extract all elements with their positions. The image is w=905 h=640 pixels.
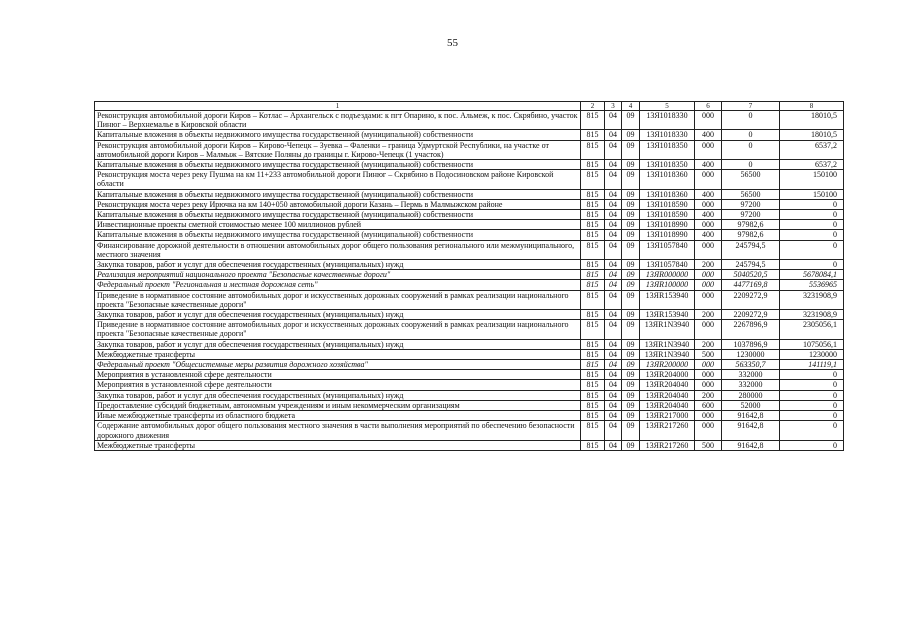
row-amount-cell: 91642,8 — [722, 440, 780, 450]
row-code-cell: 200 — [695, 339, 722, 349]
row-code-cell: 04 — [605, 280, 622, 290]
row-code-cell: 04 — [605, 421, 622, 440]
table-row — [95, 140, 844, 159]
row-code-cell: 09 — [622, 421, 640, 440]
row-name-cell: Капитальные вложения в объекты недвижимого имущества государственной (муниципальной) собственности — [95, 210, 581, 220]
row-code-cell: 09 — [622, 280, 640, 290]
row-amount-cell: 0 — [780, 400, 844, 410]
row-code-cell: 04 — [605, 130, 622, 140]
table-row — [95, 440, 844, 450]
row-code-cell: 400 — [695, 160, 722, 170]
row-code-cell: 04 — [605, 111, 622, 130]
row-code-cell: 09 — [622, 339, 640, 349]
table-row — [95, 210, 844, 220]
row-name-cell: Капитальные вложения в объекты недвижимого имущества государственной (муниципальной) собственности — [95, 189, 581, 199]
row-amount-cell: 0 — [780, 210, 844, 220]
row-code-cell: 13Я1018330 — [640, 111, 695, 130]
row-code-cell: 500 — [695, 440, 722, 450]
row-code-cell: 13ЯR1N3940 — [640, 349, 695, 359]
row-code-cell: 600 — [695, 400, 722, 410]
row-code-cell: 815 — [581, 199, 605, 209]
row-code-cell: 09 — [622, 349, 640, 359]
row-code-cell: 09 — [622, 310, 640, 320]
row-code-cell: 13Я1018590 — [640, 210, 695, 220]
row-code-cell: 04 — [605, 380, 622, 390]
row-amount-cell: 563350,7 — [722, 360, 780, 370]
row-amount-cell: 3231908,9 — [780, 290, 844, 309]
row-amount-cell: 18010,5 — [780, 130, 844, 140]
table-row — [95, 290, 844, 309]
row-code-cell: 815 — [581, 339, 605, 349]
table-body — [95, 111, 844, 451]
row-code-cell: 000 — [695, 320, 722, 339]
row-code-cell: 815 — [581, 360, 605, 370]
row-code-cell: 815 — [581, 270, 605, 280]
row-amount-cell: 0 — [780, 260, 844, 270]
row-code-cell: 815 — [581, 240, 605, 259]
row-name-cell: Реконструкция моста через реку Ирючка на км 140+050 автомобильной дороги Казань – Пермь в Малмыжском районе — [95, 199, 581, 209]
row-code-cell: 815 — [581, 210, 605, 220]
row-code-cell: 04 — [605, 140, 622, 159]
row-code-cell: 815 — [581, 140, 605, 159]
row-code-cell: 09 — [622, 130, 640, 140]
table-row — [95, 199, 844, 209]
row-amount-cell: 150100 — [780, 170, 844, 189]
row-code-cell: 200 — [695, 310, 722, 320]
table-row — [95, 411, 844, 421]
table-row — [95, 240, 844, 259]
row-name-cell: Закупка товаров, работ и услуг для обеспечения государственных (муниципальных) нужд — [95, 310, 581, 320]
row-code-cell: 000 — [695, 240, 722, 259]
row-amount-cell: 52000 — [722, 400, 780, 410]
row-code-cell: 13Я1018350 — [640, 160, 695, 170]
row-code-cell: 000 — [695, 199, 722, 209]
column-header: 2 — [581, 102, 605, 111]
row-code-cell: 04 — [605, 210, 622, 220]
row-name-cell: Федеральный проект "Общесистемные меры развития дорожного хозяйства" — [95, 360, 581, 370]
row-code-cell: 09 — [622, 260, 640, 270]
row-code-cell: 000 — [695, 140, 722, 159]
row-code-cell: 13ЯR1N3940 — [640, 339, 695, 349]
row-name-cell: Иные межбюджетные трансферты из областного бюджета — [95, 411, 581, 421]
row-code-cell: 13ЯR200000 — [640, 360, 695, 370]
row-code-cell: 09 — [622, 380, 640, 390]
table-row — [95, 280, 844, 290]
row-name-cell: Реконструкция моста через реку Пушма на км 11+233 автомобильной дороги Пинюг – Скрябино в Подосиновском районе Кировской области — [95, 170, 581, 189]
budget-table — [94, 101, 844, 451]
row-code-cell: 13ЯR204040 — [640, 390, 695, 400]
row-amount-cell: 2305056,1 — [780, 320, 844, 339]
row-amount-cell: 0 — [722, 111, 780, 130]
row-name-cell: Закупка товаров, работ и услуг для обеспечения государственных (муниципальных) нужд — [95, 260, 581, 270]
table-row — [95, 390, 844, 400]
row-amount-cell: 6537,2 — [780, 140, 844, 159]
row-name-cell: Финансирование дорожной деятельности в отношении автомобильных дорог общего пользования регионального или межмуниципального, местного значения — [95, 240, 581, 259]
row-code-cell: 200 — [695, 390, 722, 400]
table-header-row — [95, 102, 844, 111]
row-code-cell: 815 — [581, 170, 605, 189]
row-amount-cell: 0 — [780, 390, 844, 400]
row-amount-cell: 280000 — [722, 390, 780, 400]
row-code-cell: 815 — [581, 189, 605, 199]
row-name-cell: Закупка товаров, работ и услуг для обеспечения государственных (муниципальных) нужд — [95, 339, 581, 349]
row-amount-cell: 2209272,9 — [722, 290, 780, 309]
row-code-cell: 815 — [581, 421, 605, 440]
row-amount-cell: 5678084,1 — [780, 270, 844, 280]
row-code-cell: 400 — [695, 189, 722, 199]
row-code-cell: 09 — [622, 160, 640, 170]
row-amount-cell: 0 — [780, 240, 844, 259]
row-code-cell: 04 — [605, 320, 622, 339]
row-name-cell: Межбюджетные трансферты — [95, 349, 581, 359]
row-amount-cell: 1230000 — [780, 349, 844, 359]
row-code-cell: 04 — [605, 230, 622, 240]
table-row — [95, 370, 844, 380]
row-amount-cell: 2209272,9 — [722, 310, 780, 320]
row-code-cell: 13Я1018360 — [640, 170, 695, 189]
row-name-cell: Содержание автомобильных дорог общего пользования местного значения в части выполнения мероприятий по обеспечению безопасности дорожного движения — [95, 421, 581, 440]
row-code-cell: 815 — [581, 349, 605, 359]
row-amount-cell: 6537,2 — [780, 160, 844, 170]
table-row — [95, 320, 844, 339]
row-code-cell: 09 — [622, 411, 640, 421]
row-code-cell: 13Я1018990 — [640, 220, 695, 230]
row-amount-cell: 150100 — [780, 189, 844, 199]
row-code-cell: 04 — [605, 199, 622, 209]
row-name-cell: Мероприятия в установленной сфере деятельности — [95, 370, 581, 380]
column-header: 5 — [640, 102, 695, 111]
row-code-cell: 815 — [581, 260, 605, 270]
row-code-cell: 815 — [581, 230, 605, 240]
row-code-cell: 04 — [605, 390, 622, 400]
row-code-cell: 04 — [605, 400, 622, 410]
row-amount-cell: 5040520,5 — [722, 270, 780, 280]
row-code-cell: 09 — [622, 440, 640, 450]
column-header: 8 — [780, 102, 844, 111]
row-code-cell: 000 — [695, 170, 722, 189]
row-code-cell: 815 — [581, 290, 605, 309]
row-code-cell: 13Я1057840 — [640, 260, 695, 270]
row-code-cell: 13Я1018350 — [640, 140, 695, 159]
row-code-cell: 09 — [622, 189, 640, 199]
row-name-cell: Капитальные вложения в объекты недвижимого имущества государственной (муниципальной) собственности — [95, 160, 581, 170]
row-code-cell: 09 — [622, 220, 640, 230]
row-code-cell: 13ЯR100000 — [640, 280, 695, 290]
row-name-cell: Межбюджетные трансферты — [95, 440, 581, 450]
row-name-cell: Капитальные вложения в объекты недвижимого имущества государственной (муниципальной) собственности — [95, 230, 581, 240]
table-row — [95, 349, 844, 359]
row-name-cell: Приведение в нормативное состояние автомобильных дорог и искусственных дорожных сооружений в рамках реализации национального проекта "Безопасные качественные дороги" — [95, 320, 581, 339]
row-code-cell: 09 — [622, 210, 640, 220]
row-code-cell: 400 — [695, 210, 722, 220]
row-code-cell: 815 — [581, 130, 605, 140]
row-code-cell: 815 — [581, 220, 605, 230]
row-code-cell: 04 — [605, 339, 622, 349]
row-name-cell: Реконструкция автомобильной дороги Киров – Котлас – Архангельск с подъездами: к пгт Опарино, к пос. Альмеж, к пос. Скрябино, участок Пинюг – Верхнемалье в Кировской области — [95, 111, 581, 130]
row-code-cell: 13ЯR1N3940 — [640, 320, 695, 339]
row-code-cell: 815 — [581, 160, 605, 170]
row-code-cell: 000 — [695, 290, 722, 309]
table-row — [95, 160, 844, 170]
row-amount-cell: 0 — [780, 440, 844, 450]
row-code-cell: 000 — [695, 220, 722, 230]
row-amount-cell: 245794,5 — [722, 240, 780, 259]
row-code-cell: 09 — [622, 400, 640, 410]
row-code-cell: 09 — [622, 320, 640, 339]
row-amount-cell: 56500 — [722, 189, 780, 199]
table-row — [95, 130, 844, 140]
row-code-cell: 000 — [695, 380, 722, 390]
row-code-cell: 09 — [622, 360, 640, 370]
row-amount-cell: 0 — [780, 230, 844, 240]
row-code-cell: 04 — [605, 440, 622, 450]
row-code-cell: 13Я1018590 — [640, 199, 695, 209]
row-code-cell: 09 — [622, 370, 640, 380]
row-amount-cell: 97982,6 — [722, 220, 780, 230]
row-amount-cell: 91642,8 — [722, 421, 780, 440]
table-row — [95, 360, 844, 370]
row-code-cell: 000 — [695, 370, 722, 380]
row-code-cell: 04 — [605, 270, 622, 280]
row-amount-cell: 0 — [722, 140, 780, 159]
row-code-cell: 815 — [581, 440, 605, 450]
row-code-cell: 500 — [695, 349, 722, 359]
row-code-cell: 200 — [695, 260, 722, 270]
row-amount-cell: 0 — [780, 370, 844, 380]
row-code-cell: 04 — [605, 349, 622, 359]
table-row — [95, 421, 844, 440]
row-code-cell: 09 — [622, 390, 640, 400]
row-code-cell: 815 — [581, 400, 605, 410]
row-code-cell: 04 — [605, 411, 622, 421]
row-code-cell: 04 — [605, 170, 622, 189]
row-code-cell: 000 — [695, 270, 722, 280]
row-code-cell: 13ЯR204040 — [640, 400, 695, 410]
row-amount-cell: 91642,8 — [722, 411, 780, 421]
row-code-cell: 04 — [605, 160, 622, 170]
row-amount-cell: 141119,1 — [780, 360, 844, 370]
row-code-cell: 815 — [581, 380, 605, 390]
row-code-cell: 13ЯR204000 — [640, 370, 695, 380]
row-code-cell: 04 — [605, 310, 622, 320]
row-code-cell: 000 — [695, 280, 722, 290]
row-code-cell: 09 — [622, 140, 640, 159]
row-name-cell: Мероприятия в установленной сфере деятельности — [95, 380, 581, 390]
row-code-cell: 09 — [622, 199, 640, 209]
row-code-cell: 04 — [605, 260, 622, 270]
row-code-cell: 09 — [622, 240, 640, 259]
row-code-cell: 04 — [605, 290, 622, 309]
table-row — [95, 170, 844, 189]
column-header: 7 — [722, 102, 780, 111]
row-code-cell: 815 — [581, 320, 605, 339]
table-row — [95, 380, 844, 390]
table-row — [95, 189, 844, 199]
row-amount-cell: 0 — [780, 220, 844, 230]
row-code-cell: 13ЯR153940 — [640, 290, 695, 309]
row-name-cell: Закупка товаров, работ и услуг для обеспечения государственных (муниципальных) нужд — [95, 390, 581, 400]
table-row — [95, 220, 844, 230]
row-amount-cell: 1230000 — [722, 349, 780, 359]
row-amount-cell: 3231908,9 — [780, 310, 844, 320]
row-code-cell: 000 — [695, 360, 722, 370]
row-amount-cell: 97982,6 — [722, 230, 780, 240]
row-amount-cell: 0 — [780, 199, 844, 209]
page-number: 55 — [447, 37, 458, 49]
row-amount-cell: 332000 — [722, 380, 780, 390]
row-code-cell: 815 — [581, 310, 605, 320]
row-code-cell: 13Я1018330 — [640, 130, 695, 140]
row-code-cell: 815 — [581, 111, 605, 130]
row-amount-cell: 4477169,8 — [722, 280, 780, 290]
row-code-cell: 09 — [622, 170, 640, 189]
row-code-cell: 000 — [695, 411, 722, 421]
row-name-cell: Капитальные вложения в объекты недвижимого имущества государственной (муниципальной) собственности — [95, 130, 581, 140]
row-code-cell: 09 — [622, 290, 640, 309]
row-amount-cell: 1075056,1 — [780, 339, 844, 349]
table-row — [95, 400, 844, 410]
row-code-cell: 13ЯR217260 — [640, 421, 695, 440]
row-code-cell: 04 — [605, 220, 622, 230]
row-amount-cell: 0 — [722, 130, 780, 140]
row-code-cell: 000 — [695, 111, 722, 130]
row-amount-cell: 97200 — [722, 199, 780, 209]
table-row — [95, 310, 844, 320]
row-code-cell: 09 — [622, 111, 640, 130]
row-name-cell: Федеральный проект "Региональная и местная дорожная сеть" — [95, 280, 581, 290]
row-amount-cell: 0 — [780, 380, 844, 390]
column-header: 3 — [605, 102, 622, 111]
row-code-cell: 400 — [695, 230, 722, 240]
row-code-cell: 13Я1018360 — [640, 189, 695, 199]
row-name-cell: Реконструкция автомобильной дороги Киров – Кирово-Чепецк – Зуевка – Фаленки – граница Удмуртской Республики, на участке от автомобильной дороги Киров – Малмыж – Вятские Поляны до границы г. Кирово-Чепецк (1 участок) — [95, 140, 581, 159]
row-name-cell: Инвестиционные проекты сметной стоимостью менее 100 миллионов рублей — [95, 220, 581, 230]
row-code-cell: 815 — [581, 280, 605, 290]
table-row — [95, 111, 844, 130]
row-code-cell: 815 — [581, 370, 605, 380]
row-amount-cell: 18010,5 — [780, 111, 844, 130]
row-amount-cell: 245794,5 — [722, 260, 780, 270]
row-code-cell: 000 — [695, 421, 722, 440]
row-amount-cell: 0 — [722, 160, 780, 170]
row-name-cell: Приведение в нормативное состояние автомобильных дорог и искусственных дорожных сооружений в рамках реализации национального проекта "Безопасные качественные дороги" — [95, 290, 581, 309]
row-amount-cell: 0 — [780, 421, 844, 440]
table-row — [95, 230, 844, 240]
column-header: 1 — [95, 102, 581, 111]
row-code-cell: 09 — [622, 230, 640, 240]
row-code-cell: 13ЯR217000 — [640, 411, 695, 421]
row-amount-cell: 5536965 — [780, 280, 844, 290]
row-amount-cell: 2267896,9 — [722, 320, 780, 339]
row-name-cell: Предоставление субсидий бюджетным, автономным учреждениям и иным некоммерческим организациям — [95, 400, 581, 410]
row-amount-cell: 56500 — [722, 170, 780, 189]
row-name-cell: Реализация мероприятий национального проекта "Безопасные качественные дороги" — [95, 270, 581, 280]
table-row — [95, 260, 844, 270]
table-row — [95, 270, 844, 280]
column-header: 4 — [622, 102, 640, 111]
row-code-cell: 815 — [581, 411, 605, 421]
row-code-cell: 13ЯR204040 — [640, 380, 695, 390]
row-amount-cell: 1037896,9 — [722, 339, 780, 349]
column-header: 6 — [695, 102, 722, 111]
row-code-cell: 13ЯR000000 — [640, 270, 695, 280]
row-code-cell: 13Я1057840 — [640, 240, 695, 259]
row-code-cell: 815 — [581, 390, 605, 400]
row-code-cell: 13ЯR153940 — [640, 310, 695, 320]
row-code-cell: 13Я1018990 — [640, 230, 695, 240]
row-amount-cell: 332000 — [722, 370, 780, 380]
row-code-cell: 09 — [622, 270, 640, 280]
row-code-cell: 04 — [605, 360, 622, 370]
row-code-cell: 04 — [605, 370, 622, 380]
table-row — [95, 339, 844, 349]
row-code-cell: 400 — [695, 130, 722, 140]
row-code-cell: 04 — [605, 189, 622, 199]
row-amount-cell: 0 — [780, 411, 844, 421]
row-code-cell: 13ЯR217260 — [640, 440, 695, 450]
row-code-cell: 04 — [605, 240, 622, 259]
row-amount-cell: 97200 — [722, 210, 780, 220]
